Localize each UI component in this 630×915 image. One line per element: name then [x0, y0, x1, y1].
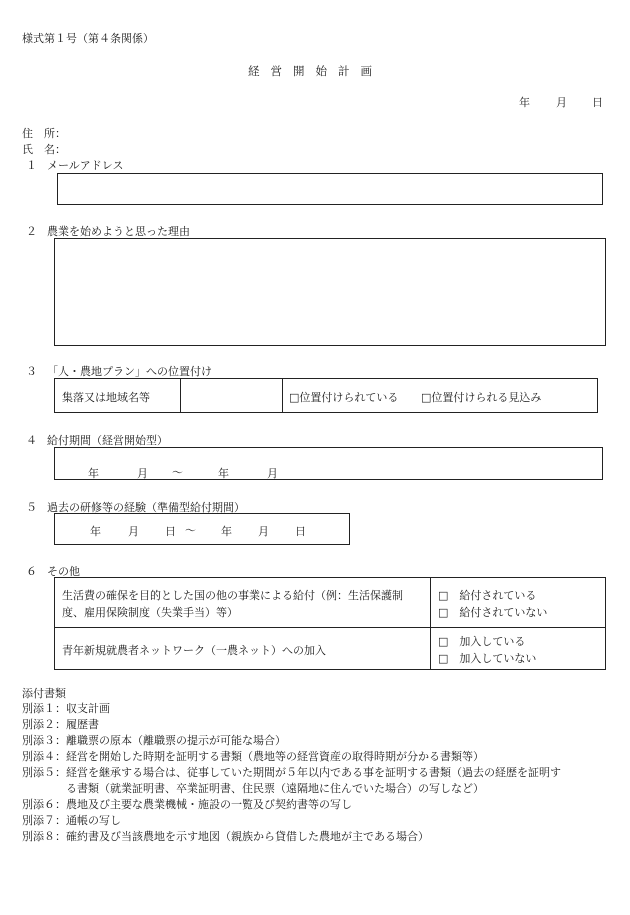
section5-number: ５ [26, 501, 37, 514]
form-number: 様式第１号（第４条関係） [22, 32, 154, 45]
training-day1: 日 [165, 525, 176, 538]
attachment-item: 別添８：確約書及び当該農地を示す地図（親族から貸借した農地が主である場合） [22, 830, 429, 843]
attachment-item: 別添５：経営を継承する場合は、従事していた期間が５年以内である事を証明する書類（過去の経歴を証明す [22, 766, 561, 779]
option-not-joined[interactable]: □ 加入していない [438, 652, 537, 665]
attachment-item-continued: る書類（就業証明書、卒業証明書、住民票（遠隔地に住んでいた場合）の写しなど） [22, 782, 484, 795]
network-text: 青年新規就農者ネットワーク（一農ネット）への加入 [62, 644, 326, 657]
benefit-text-line1: 生活費の確保を目的とした国の他の事業による給付（例：生活保護制 [62, 589, 403, 602]
section4-label: 給付期間（経営開始型） [47, 434, 168, 447]
date-month-label: 月 [556, 96, 567, 109]
training-year2: 年 [221, 525, 232, 538]
option-not-receiving-benefit[interactable]: □ 給付されていない [438, 606, 548, 619]
period-tilde: ～ [172, 466, 183, 479]
cell-divider [282, 379, 283, 412]
option-receiving-benefit[interactable]: □ 給付されている [438, 589, 537, 602]
section5-label: 過去の研修等の経験（準備型給付期間） [47, 501, 245, 514]
training-day2: 日 [295, 525, 306, 538]
section4-number: ４ [26, 434, 37, 447]
page-title: 経営開始計画 [248, 64, 383, 78]
training-month1: 月 [128, 525, 139, 538]
district-label: 集落又は地域名等 [62, 391, 150, 404]
section6-number: ６ [26, 565, 37, 578]
section6-label: その他 [47, 565, 80, 578]
option-expected[interactable]: □位置付けられる見込み [421, 391, 542, 404]
period-month2: 月 [267, 467, 278, 480]
option-positioned[interactable]: □位置付けられている [289, 391, 399, 404]
attachment-item: 別添２：履歴書 [22, 718, 99, 731]
reason-field[interactable] [54, 238, 606, 346]
attachment-item: 別添６：農地及び主要な農業機械・施設の一覧及び契約書等の写し [22, 798, 352, 811]
attachment-item: 別添１：収支計画 [22, 702, 110, 715]
cell-divider [180, 379, 181, 412]
training-tilde: ～ [185, 524, 196, 537]
email-field[interactable] [57, 173, 603, 205]
other-table [54, 577, 606, 670]
training-period-field[interactable] [54, 513, 350, 545]
benefit-text-line2: 度、雇用保険制度（失業手当）等） [62, 606, 238, 619]
date-day-label: 日 [592, 96, 603, 109]
attachments-heading: 添付書類 [22, 687, 66, 700]
section1-number: １ [26, 159, 37, 172]
plan-position-table [54, 378, 598, 413]
cell-divider [430, 578, 431, 669]
training-year1: 年 [90, 525, 101, 538]
section3-number: ３ [26, 365, 37, 378]
district-field[interactable] [185, 383, 277, 408]
address-label: 住 所： [22, 127, 66, 140]
section1-label: メールアドレス [47, 159, 124, 172]
period-year2: 年 [218, 467, 229, 480]
row-divider [55, 627, 605, 628]
attachment-item: 別添４：経営を開始した時期を証明する書類（農地等の経営資産の取得時期が分かる書類等） [22, 750, 484, 763]
training-month2: 月 [258, 525, 269, 538]
section3-label: 「人・農地プラン」への位置付け [47, 365, 212, 378]
period-year1: 年 [88, 467, 99, 480]
attachment-item: 別添７：通帳の写し [22, 814, 121, 827]
date-year-label: 年 [519, 96, 530, 109]
payment-period-field[interactable] [54, 447, 603, 480]
section2-label: 農業を始めようと思った理由 [47, 225, 190, 238]
section2-number: ２ [26, 225, 37, 238]
period-month1: 月 [137, 467, 148, 480]
name-label: 氏 名： [22, 143, 66, 156]
attachment-item: 別添３：離職票の原本（離職票の提示が可能な場合） [22, 734, 286, 747]
option-joined[interactable]: □ 加入している [438, 635, 526, 648]
